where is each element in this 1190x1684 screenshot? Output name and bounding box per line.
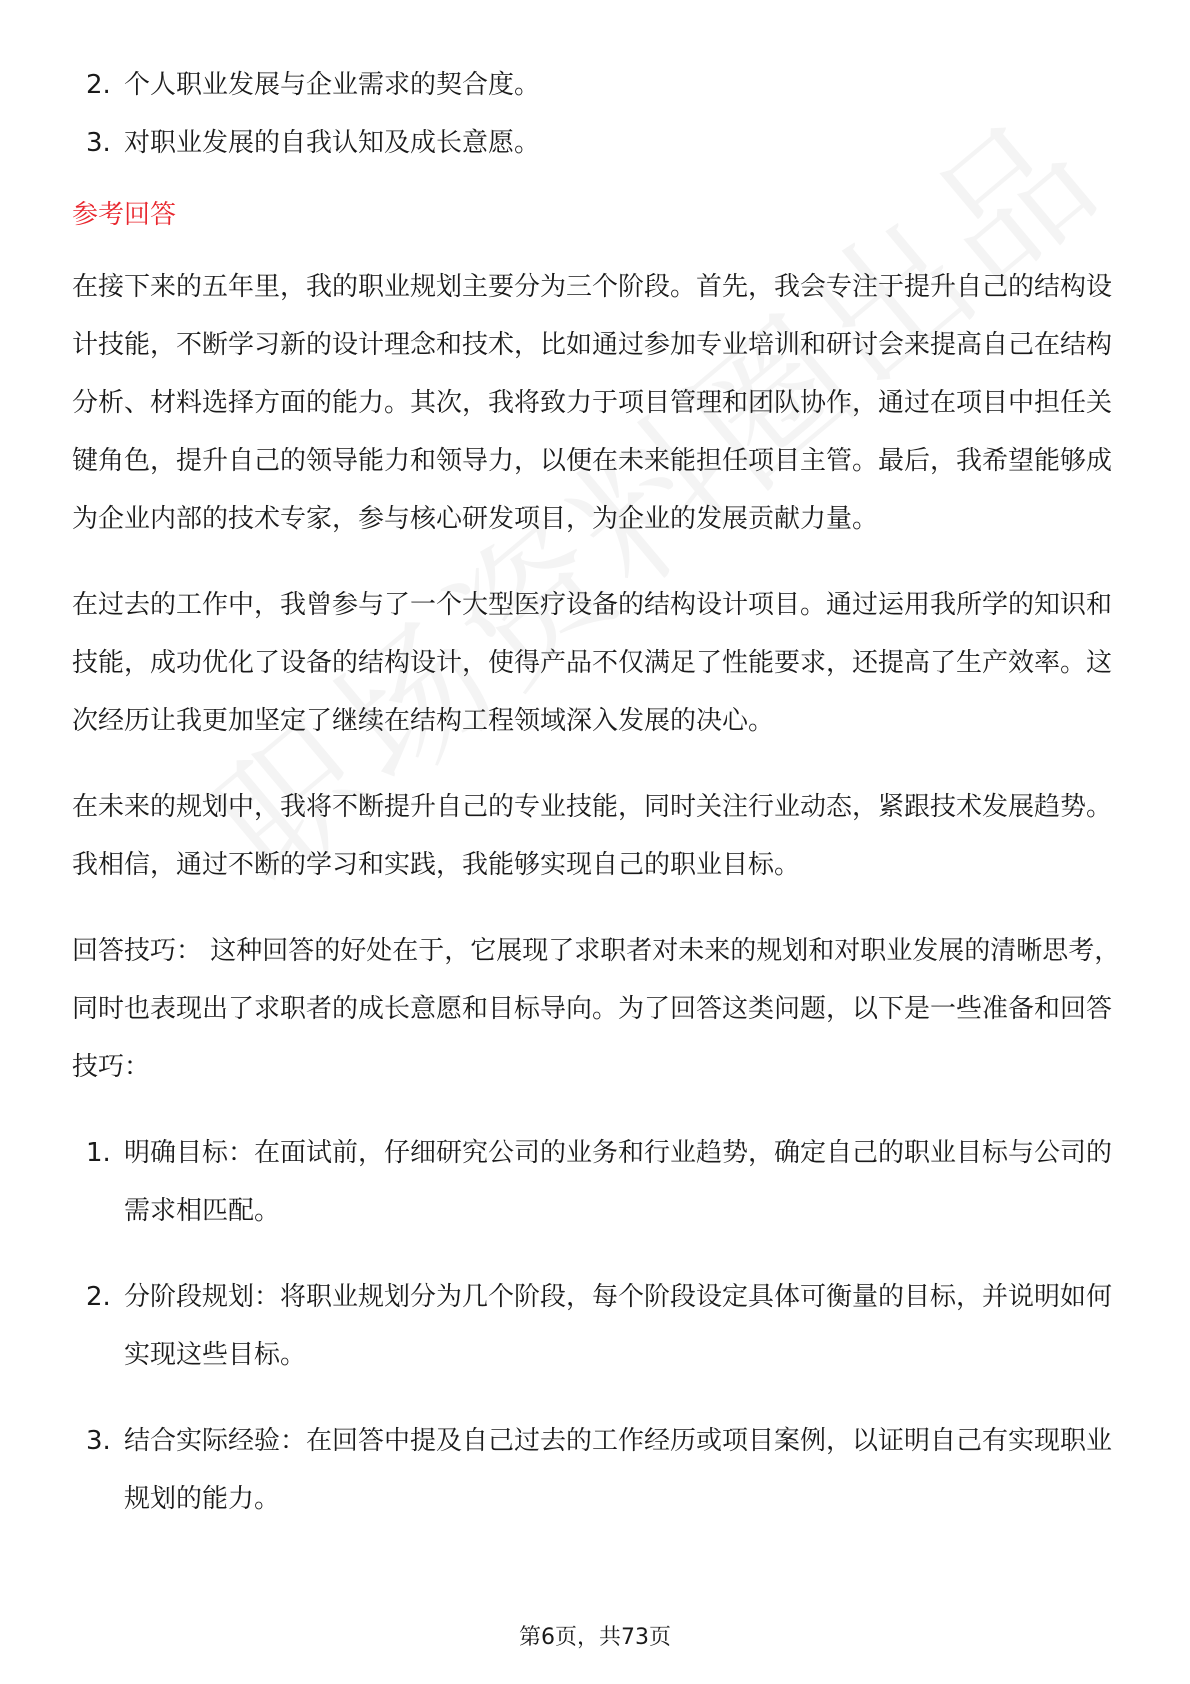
document-body — [72, 56, 1122, 1556]
tips-intro-paragraph: 回答技巧： 这种回答的好处在于，它展现了求职者对未来的规划和对职业发展的清晰思考，同时也表现出了求职者的成长意愿和目标导向。为了回答这类问题，以下是一些准备和回答技巧： — [72, 936, 1121, 1082]
list-text: 结合实际经验：在回答中提及自己过去的工作经历或项目案例，以证明自己有实现职业规划的能力。 — [124, 1426, 1113, 1514]
list-text: 对职业发展的自我认知及成长意愿。 — [124, 128, 541, 158]
list-item — [72, 1268, 1122, 1384]
list-item — [72, 56, 1122, 114]
answer-paragraph-2: 在过去的工作中，我曾参与了一个大型医疗设备的结构设计项目。通过运用我所学的知识和技能，成功优化了设备的结构设计，使得产品不仅满足了性能要求，还提高了生产效率。这次经历让我更加坚定了继续在结构工程领域深入发展的决心。 — [72, 590, 1113, 736]
answer-paragraph-1: 在接下来的五年里，我的职业规划主要分为三个阶段。首先，我会专注于提升自己的结构设计技能，不断学习新的设计理念和技术，比如通过参加专业培训和研讨会来提高自己在结构分析、材料选择方面的能力。其次，我将致力于项目管理和团队协作，通过在项目中担任关键角色，提升自己的领导能力和领导力，以便在未来能担任项目主管。最后，我希望能够成为企业内部的技术专家，参与核心研发项目，为企业的发展贡献力量。 — [72, 272, 1113, 534]
list-item — [72, 114, 1122, 172]
list-number: 2. — [86, 1282, 111, 1312]
list-text: 分阶段规划：将职业规划分为几个阶段，每个阶段设定具体可衡量的目标，并说明如何实现这些目标。 — [124, 1282, 1113, 1370]
list-text: 个人职业发展与企业需求的契合度。 — [124, 70, 541, 100]
list-number: 1. — [86, 1138, 111, 1168]
list-text: 明确目标：在面试前，仔细研究公司的业务和行业趋势，确定自己的职业目标与公司的需求相匹配。 — [124, 1138, 1113, 1226]
section-heading: 参考回答 — [72, 200, 177, 230]
tips-list — [72, 1124, 1122, 1528]
criteria-list — [72, 56, 1122, 172]
list-item — [72, 1124, 1122, 1240]
list-item — [72, 1412, 1122, 1528]
list-number: 3. — [86, 128, 111, 158]
list-number: 2. — [86, 70, 111, 100]
list-number: 3. — [86, 1426, 111, 1456]
page-number: 第6页，共73页 — [519, 1625, 671, 1650]
answer-paragraph-3: 在未来的规划中，我将不断提升自己的专业技能，同时关注行业动态，紧跟技术发展趋势。我相信，通过不断的学习和实践，我能够实现自己的职业目标。 — [72, 792, 1113, 880]
